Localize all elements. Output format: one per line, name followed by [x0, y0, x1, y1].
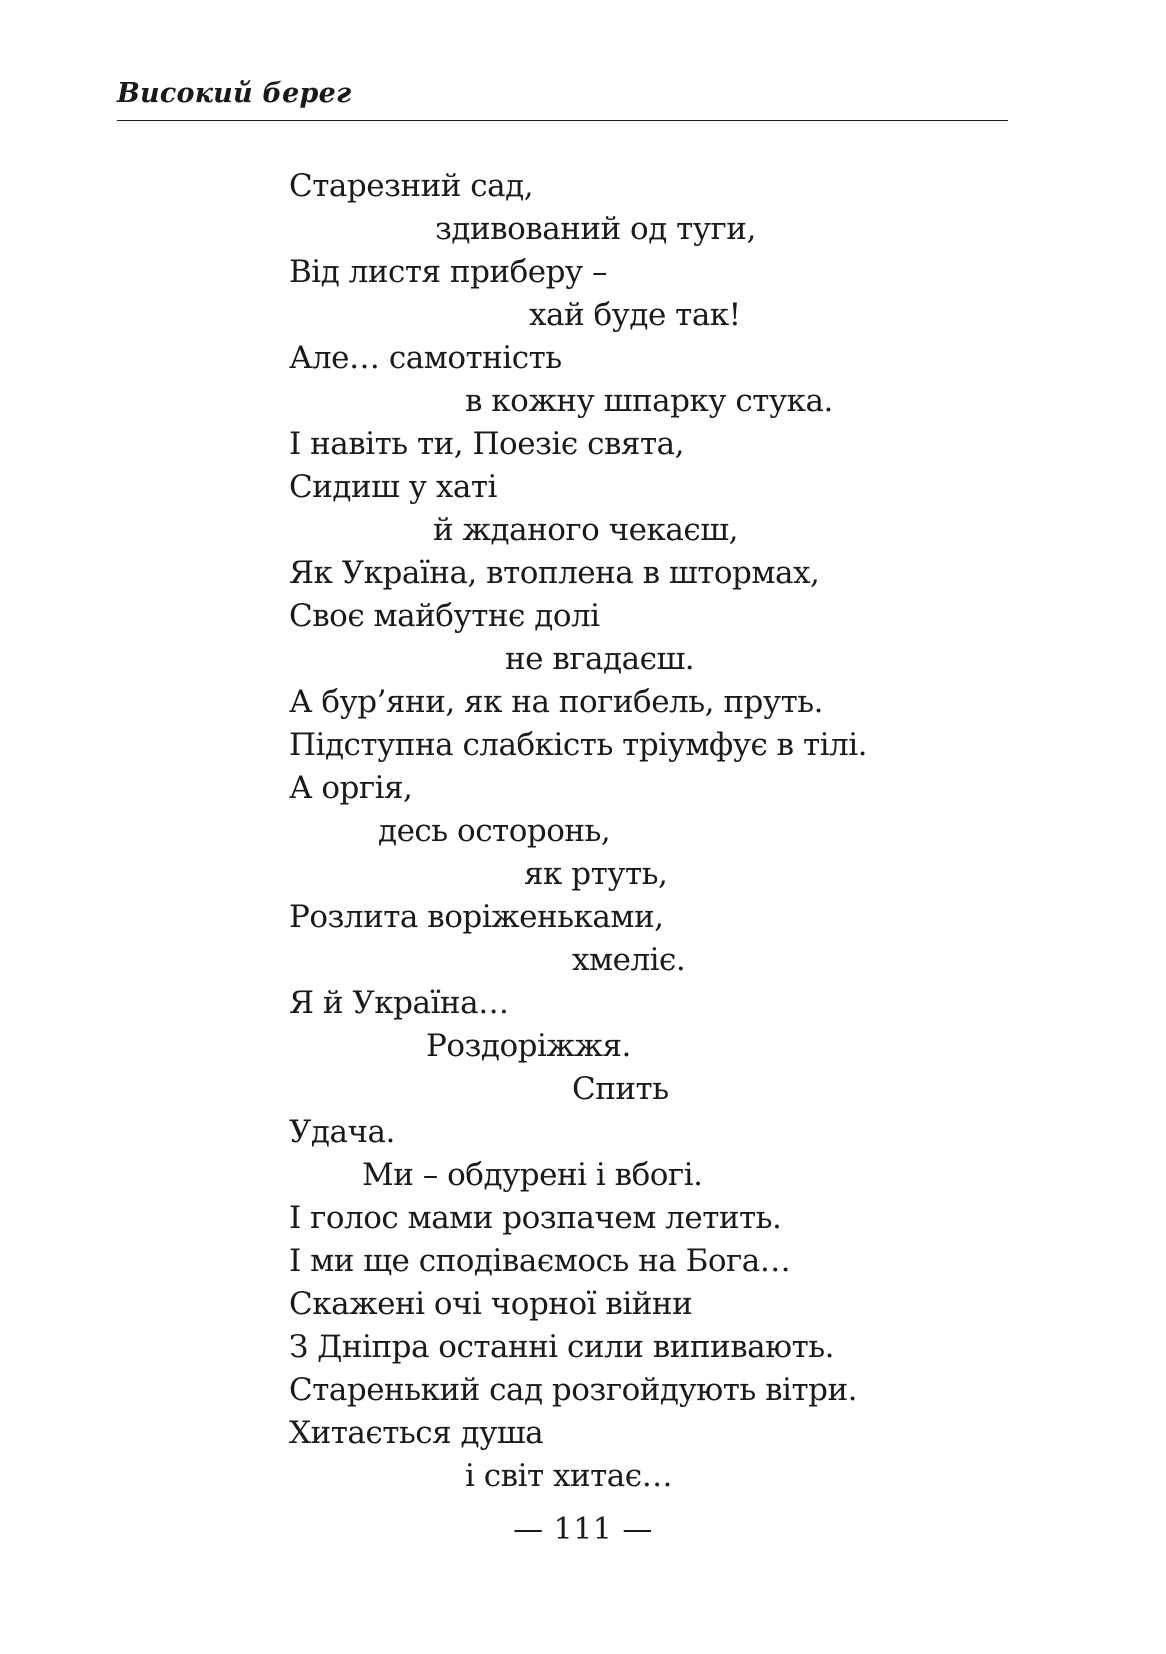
poem-line: Ми – обдурені і вбогі. — [362, 1157, 703, 1193]
poem-line: Скажені очі чорної війни — [289, 1286, 693, 1322]
poem — [289, 165, 867, 1498]
poem-line: Роздоріжжя. — [426, 1028, 631, 1064]
poem-line: Спить — [572, 1071, 669, 1107]
poem-line: Старезний сад, — [289, 168, 534, 204]
poem-line: хай буде так! — [529, 297, 741, 333]
poem-line: Удача. — [289, 1114, 395, 1150]
poem-line: З Дніпра останні сили випивають. — [289, 1329, 835, 1365]
header-rule — [117, 120, 1008, 121]
poem-line: не вгадаєш. — [505, 641, 695, 677]
poem-line: в кожну шпарку стука. — [465, 383, 833, 419]
poem-line: як ртуть, — [524, 856, 668, 892]
poem-line: Я й Україна… — [289, 985, 509, 1021]
poem-line: й жданого чекаєш, — [433, 512, 738, 548]
poem-line: десь осторонь, — [378, 813, 611, 849]
poem-line: Підступна слабкість тріумфує в тілі. — [289, 727, 867, 763]
poem-line: Старенький сад розгойдують вітри. — [289, 1372, 857, 1408]
poem-line: хмеліє. — [572, 942, 686, 978]
poem-line: Своє майбутнє долі — [289, 598, 600, 634]
poem-line: Але… самотність — [289, 340, 562, 376]
poem-line: Хитається душа — [289, 1415, 544, 1451]
poem-line: І навіть ти, Поезіє свята, — [289, 426, 684, 462]
poem-line: Як Україна, втоплена в штормах, — [289, 555, 820, 591]
poem-line: Від листя приберу – — [289, 254, 608, 290]
running-head: Високий берег — [117, 78, 352, 109]
poem-line: І ми ще сподіваємось на Бога… — [289, 1243, 791, 1279]
poem-line: Сидиш у хаті — [289, 469, 497, 505]
poem-line: здивований од туги, — [435, 211, 756, 247]
poem-line: І голос мами розпачем летить. — [289, 1200, 782, 1236]
poem-line: А оргія, — [289, 770, 413, 806]
poem-line: і світ хитає… — [465, 1458, 673, 1494]
page-number: — 111 — — [513, 1512, 653, 1547]
poem-line: А бур’яни, як на погибель, пруть. — [289, 684, 823, 720]
poem-line: Розлита воріженьками, — [289, 899, 664, 935]
